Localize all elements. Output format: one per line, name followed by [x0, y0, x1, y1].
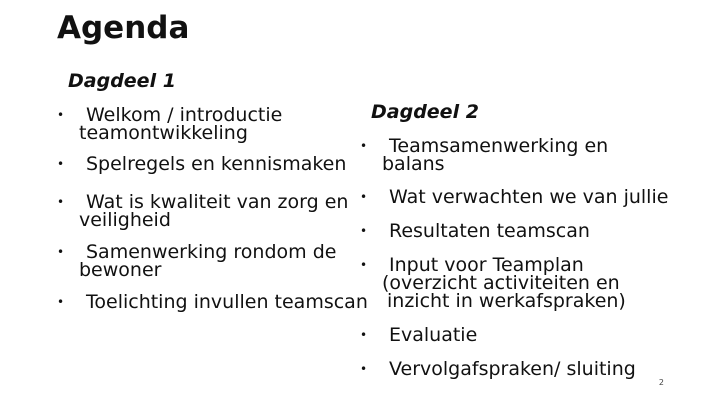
bullet-icon: • — [360, 258, 368, 272]
right-heading: Dagdeel 2 — [371, 101, 479, 123]
bullet-icon: • — [57, 157, 65, 171]
bullet-icon: • — [360, 328, 368, 342]
bullet-icon: • — [360, 190, 368, 204]
right-item-verwachten-line1: Wat verwachten we van jullie — [389, 186, 669, 208]
bullet-icon: • — [57, 195, 65, 209]
left-item-welkom-line1: Welkom / introductie — [86, 104, 283, 126]
left-item-samenwerking-line2: bewoner — [79, 259, 162, 281]
right-item-input-line2: (overzicht activiteiten en — [382, 272, 620, 294]
left-item-spelregels-line1: Spelregels en kennismaken — [86, 153, 347, 175]
right-item-evaluatie-line1: Evaluatie — [389, 324, 478, 346]
bullet-icon: • — [57, 108, 65, 122]
left-item-toelichting-line1: Toelichting invullen teamscan — [86, 291, 368, 313]
right-item-teamsamenwerking-line2: balans — [382, 153, 445, 175]
left-item-kwaliteit-line2: veiligheid — [79, 209, 171, 231]
bullet-icon: • — [360, 139, 368, 153]
right-item-input-line1: Input voor Teamplan — [389, 254, 584, 276]
left-item-welkom-line2: teamontwikkeling — [79, 122, 248, 144]
bullet-icon: • — [57, 245, 65, 259]
left-item-samenwerking-line1: Samenwerking rondom de — [86, 241, 337, 263]
bullet-icon: • — [360, 224, 368, 238]
left-item-kwaliteit-line1: Wat is kwaliteit van zorg en — [86, 191, 349, 213]
left-heading: Dagdeel 1 — [68, 70, 176, 92]
page-number: 2 — [658, 378, 664, 387]
bullet-icon: • — [57, 295, 65, 309]
right-item-resultaten-line1: Resultaten teamscan — [389, 220, 590, 242]
right-item-vervolgafspraken-line1: Vervolgafspraken/ sluiting — [389, 358, 636, 380]
right-item-teamsamenwerking-line1: Teamsamenwerking en — [389, 135, 609, 157]
slide-title: Agenda — [57, 10, 190, 46]
right-item-input-line3: inzicht in werkafspraken) — [387, 290, 626, 312]
bullet-icon: • — [360, 362, 368, 376]
